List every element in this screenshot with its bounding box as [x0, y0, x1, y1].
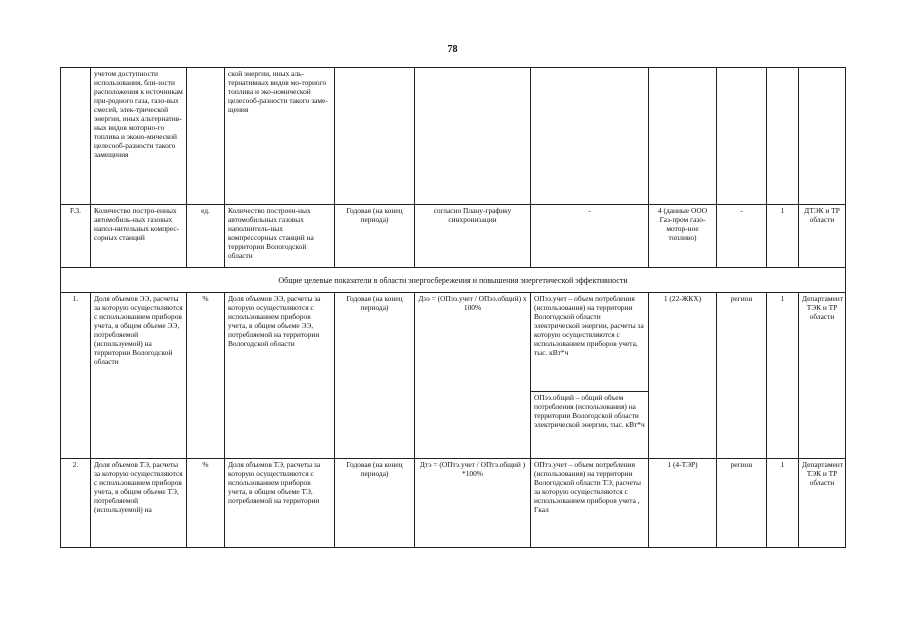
- cell-level: регион: [717, 459, 767, 548]
- section-title: Общие целевые показатели в области энергосбережения и повышения энергетической эффективности: [61, 268, 846, 293]
- cell-definition: Количество построен-ных автомобильных газовых наполнитель-ных компрессорных станций на территории Вологодской области: [225, 205, 335, 268]
- cell-responsible: ДТЭК и ТР области: [799, 205, 846, 268]
- cell-periodicity: Годовая (на конец периода): [335, 459, 415, 548]
- cell-source: 4 (данные ООО Газ-пром газо-мотор-ное топливо): [649, 205, 717, 268]
- cell-variables: ОПтэ.учет – объем потребления (использования) на территории Вологодской области ТЭ, расчеты за которую осуществляются с использованием приборов учета , Гкал: [531, 459, 649, 548]
- table-row: [61, 293, 846, 392]
- cell-unit: %: [187, 293, 225, 459]
- cell-num: 2.: [61, 459, 91, 548]
- cell-definition: Доля объемов ЭЭ, расчеты за которую осуществляются с использованием приборов учета, в общем объеме ЭЭ, потребляемой на территории Вологодской области: [225, 293, 335, 459]
- cell-responsible: Департамент ТЭК и ТР области: [799, 293, 846, 459]
- cell-unit: [187, 68, 225, 205]
- cell-num: 1.: [61, 293, 91, 459]
- cell-level: [717, 68, 767, 205]
- cell-formula: согласно Плану-графику синхронизации: [415, 205, 531, 268]
- table-row: [61, 459, 846, 548]
- cell-variable-1: ОПээ.учет – объем потребления (использования) на территории Вологодской области электрической энергии, расчеты за которую осуществляются с использованием приборов учета, тыс. кВт*ч: [531, 293, 649, 392]
- cell-source: 1 (4-ТЭР): [649, 459, 717, 548]
- cell-responsible: [799, 68, 846, 205]
- cell-num: [61, 68, 91, 205]
- cell-level: регион: [717, 293, 767, 459]
- cell-formula: [415, 68, 531, 205]
- table-row: [61, 205, 846, 268]
- cell-variables: -: [531, 205, 649, 268]
- cell-formula: Дтэ = (ОПтэ.учет / ОПтэ.общий ) *100%: [415, 459, 531, 548]
- cell-definition: Доля объемов ТЭ, расчеты за которую осуществляются с использованием приборов учета, в общем объеме ТЭ, потребляемой на территории: [225, 459, 335, 548]
- cell-unit: ед.: [187, 205, 225, 268]
- table-row-continuation: [61, 68, 846, 205]
- cell-unit: %: [187, 459, 225, 548]
- cell-responsible: Департамент ТЭК и ТР области: [799, 459, 846, 548]
- cell-text: ской энергии, иных аль-тернативных видов мо-торного топлива и эко-номической целесооб-разности такого заме-щения: [228, 69, 328, 114]
- cell-periodicity: [335, 68, 415, 205]
- cell-col10: [767, 68, 799, 205]
- cell-name: Доля объемов ЭЭ, расчеты за которую осуществляются с использованием приборов учета, в общем объеме ЭЭ, потребляемой (используемой) на территории Вологодской области: [91, 293, 187, 459]
- cell-variables: [531, 68, 649, 205]
- indicators-table: [60, 67, 846, 548]
- cell-periodicity: Годовая (на конец периода): [335, 293, 415, 459]
- cell-level: -: [717, 205, 767, 268]
- cell-formula: Дээ = (ОПээ.учет / ОПээ.общий) х 100%: [415, 293, 531, 459]
- cell-num: F.3.: [61, 205, 91, 268]
- cell-definition: [225, 68, 335, 205]
- cell-col10: 1: [767, 293, 799, 459]
- cell-name: [91, 68, 187, 205]
- cell-col10: 1: [767, 205, 799, 268]
- cell-periodicity: Годовая (на конец периода): [335, 205, 415, 268]
- cell-col10: 1: [767, 459, 799, 548]
- page-number: 78: [447, 44, 458, 55]
- cell-source: [649, 68, 717, 205]
- cell-source: 1 (22-ЖКХ): [649, 293, 717, 459]
- cell-text: учетом доступности использования, бли-зости расположения к источникам при-родного газа, газо-вых смесей, элек-трической энергии, иных альтернатив-ных видов моторно-го топлива и эконо-мической целесооб-разности такого замещения: [94, 69, 183, 159]
- cell-name: Доля объемов ТЭ, расчеты за которую осуществляются с использованием приборов учета, в общем объеме ТЭ, потребляемой (используемой) на: [91, 459, 187, 548]
- cell-variable-2: ОПээ.общий – общий объем потребления (использования) на территории Вологодской области электрической энергии, тыс. кВт*ч: [531, 392, 649, 459]
- section-header-row: [61, 268, 846, 293]
- cell-name: Количество постро-енных автомобиль-ных газовых напол-нительных компрес-сорных станций: [91, 205, 187, 268]
